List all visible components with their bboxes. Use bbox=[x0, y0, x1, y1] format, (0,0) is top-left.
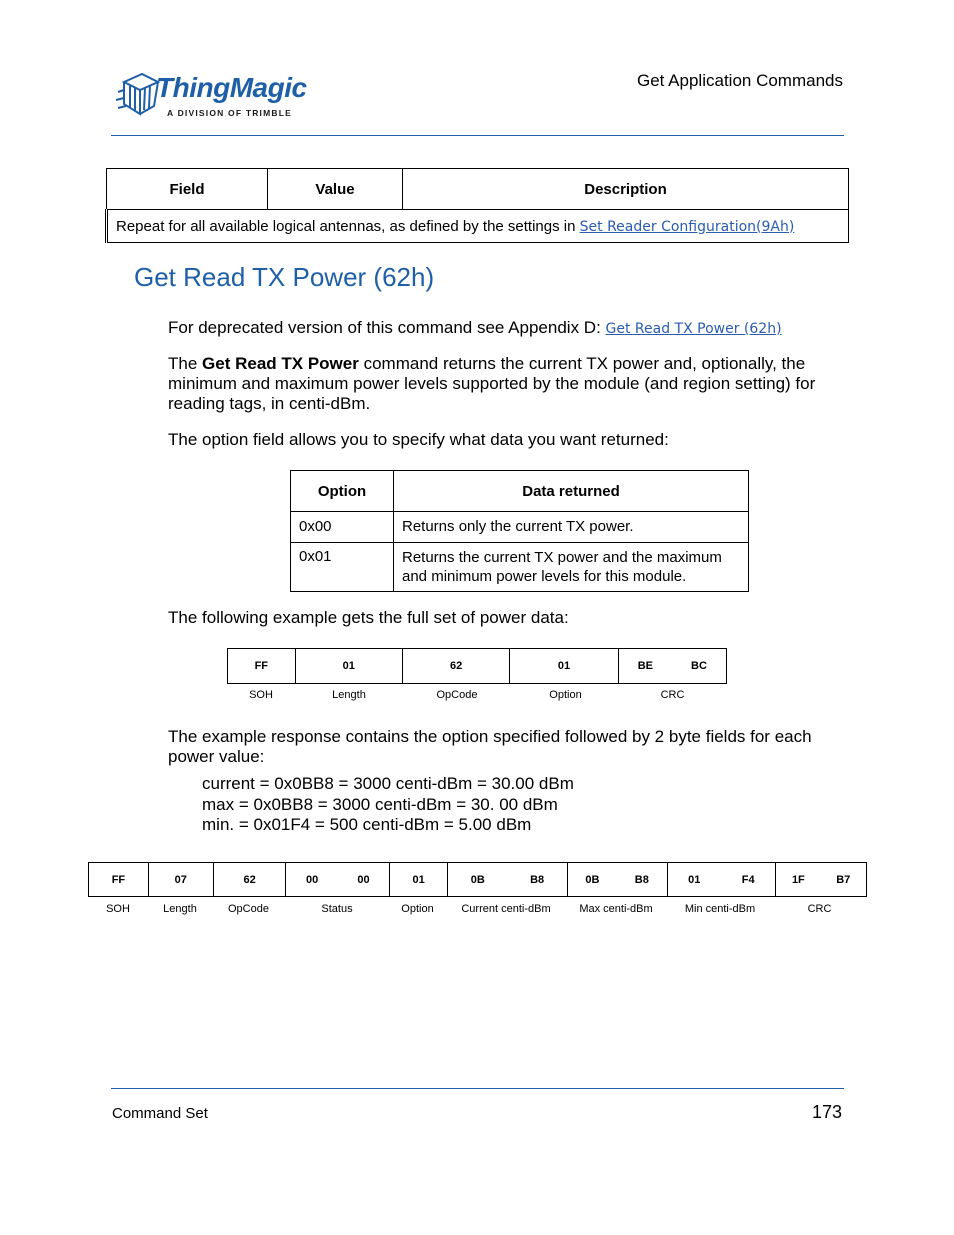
byte-cell: 01 bbox=[390, 863, 448, 896]
appendix-d-link[interactable]: Get Read TX Power (62h) bbox=[605, 321, 782, 337]
description-paragraph bbox=[168, 354, 838, 414]
option-header: Option bbox=[291, 471, 394, 512]
option-data: Returns only the current TX power. bbox=[394, 512, 749, 543]
field-label: CRC bbox=[807, 903, 832, 915]
calc-line-max: max = 0x0BB8 = 3000 centi-dBm = 30. 00 dBm bbox=[202, 794, 558, 814]
byte-cell: BE BC bbox=[637, 660, 707, 672]
header-section-title: Get Application Commands bbox=[637, 71, 843, 90]
set-reader-config-link[interactable]: Set Reader Configuration(9Ah) bbox=[579, 218, 795, 235]
byte-cell: FF bbox=[89, 863, 149, 896]
calc-line-current: current = 0x0BB8 = 3000 centi-dBm = 30.00 dBm bbox=[202, 774, 574, 793]
byte-cell: 1F B7 bbox=[791, 873, 851, 886]
field-label: OpCode bbox=[436, 689, 478, 701]
option-value: 0x01 bbox=[291, 543, 394, 592]
logo-subtitle: A DIVISION OF TRIMBLE bbox=[167, 108, 292, 118]
request-byte-diagram bbox=[227, 648, 727, 684]
page-number: 173 bbox=[811, 1102, 842, 1122]
field-label: CRC bbox=[660, 689, 685, 701]
byte-cell: 01 bbox=[296, 649, 403, 683]
description-rest: command returns the current TX power and, optionally, the minimum and maximum power levels supported by the module (and region setting) for reading tags, in centi-dBm. bbox=[168, 354, 816, 413]
command-name: Get Read TX Power bbox=[202, 354, 359, 373]
section-heading: Get Read TX Power (62h) bbox=[134, 262, 435, 292]
response-intro: The example response contains the option specified followed by 2 byte fields for each power value: bbox=[168, 727, 812, 766]
field-label: Option bbox=[549, 689, 582, 701]
example-intro: The following example gets the full set of power data: bbox=[168, 608, 569, 627]
value-header: Value bbox=[268, 169, 403, 210]
byte-cell: 62 bbox=[403, 649, 510, 683]
byte-cell: 01 F4 bbox=[668, 863, 777, 896]
field-label: Length bbox=[163, 903, 197, 915]
footer-chapter: Command Set bbox=[112, 1105, 208, 1122]
field-label: Option bbox=[401, 903, 434, 915]
deprecated-note bbox=[168, 318, 782, 339]
byte-cell: 0B B8 bbox=[568, 863, 668, 896]
header-rule bbox=[111, 135, 844, 136]
field-label: Min centi-dBm bbox=[684, 903, 756, 915]
field-label: Max centi-dBm bbox=[579, 903, 653, 915]
byte-cell: FF bbox=[228, 649, 296, 683]
byte-cell: 00 00 bbox=[286, 863, 390, 896]
field-label: Current centi-dBm bbox=[461, 903, 551, 915]
response-byte-diagram bbox=[88, 862, 867, 897]
logo-cube-icon bbox=[114, 70, 160, 122]
byte-cell: 07 bbox=[149, 863, 214, 896]
field-label: SOH bbox=[106, 903, 130, 915]
logo bbox=[112, 68, 312, 122]
field-label: SOH bbox=[249, 689, 273, 701]
logo-wordmark: ThingMagic bbox=[156, 72, 307, 103]
option-data: Returns the current TX power and the maximum and minimum power levels for this module. bbox=[394, 543, 749, 592]
field-label: OpCode bbox=[228, 903, 269, 915]
byte-cell: 01 bbox=[510, 649, 618, 683]
calc-lines bbox=[202, 774, 574, 836]
repeat-note bbox=[107, 210, 849, 243]
field-header: Field bbox=[107, 169, 268, 210]
field-label: Status bbox=[321, 903, 353, 915]
data-returned-header: Data returned bbox=[394, 471, 749, 512]
option-intro: The option field allows you to specify what data you want returned: bbox=[168, 430, 669, 449]
option-table bbox=[290, 470, 749, 592]
deprecated-note-text: For deprecated version of this command see Appendix D: bbox=[168, 318, 606, 337]
request-labels bbox=[227, 689, 725, 701]
byte-cell: 0B B8 bbox=[448, 863, 568, 896]
response-labels bbox=[88, 903, 865, 915]
calc-line-min: min. = 0x01F4 = 500 centi-dBm = 5.00 dBm bbox=[202, 815, 532, 834]
description-header: Description bbox=[403, 169, 849, 210]
footer-rule bbox=[111, 1088, 844, 1089]
field-label: Length bbox=[332, 689, 366, 701]
table-row bbox=[291, 512, 749, 543]
byte-cell: 62 bbox=[214, 863, 287, 896]
description-start: The bbox=[168, 354, 203, 373]
table-row bbox=[291, 543, 749, 592]
repeat-note-text: Repeat for all available logical antennas, as defined by the settings in bbox=[116, 217, 580, 235]
option-value: 0x00 bbox=[291, 512, 394, 543]
field-table bbox=[105, 168, 849, 243]
